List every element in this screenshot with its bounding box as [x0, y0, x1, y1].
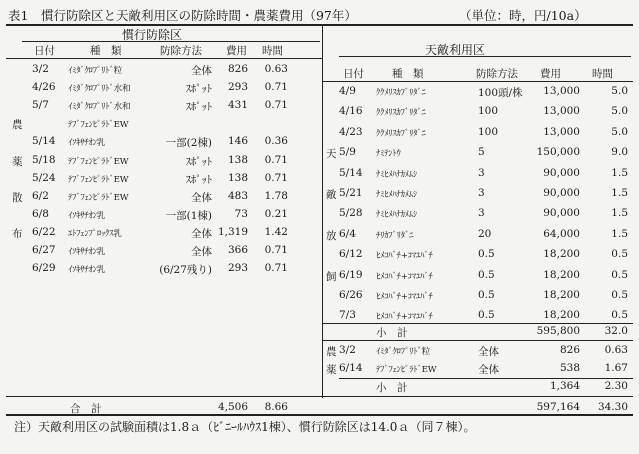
left-row-kind: ｲﾐﾀﾞｸﾛﾌﾟﾘﾄﾞ水和 — [68, 102, 131, 113]
left-row-cost: 73 — [234, 207, 248, 220]
left-row-cost: 293 — [227, 262, 248, 275]
right-pest-method: 全体 — [478, 346, 499, 358]
left-header-kind: 種 類 — [90, 45, 122, 57]
right-row-time: 1.5 — [611, 166, 628, 179]
right-pest-time: 0.63 — [604, 344, 628, 356]
right-row-date: 6/26 — [339, 289, 363, 301]
left-row-kind: ｲｿｷｻﾁｵﾝ乳 — [68, 265, 106, 276]
left-row-kind: ﾃﾌﾞﾌｪﾝﾋﾟﾗﾄﾞEW — [68, 174, 129, 185]
right-row-kind: ﾋﾒｺﾊﾞﾁ+ｺﾏﾕﾊﾞﾁ — [376, 271, 433, 282]
left-total-label: 合 計 — [70, 403, 102, 415]
right-subtotal1-rule — [322, 323, 633, 324]
right-row-cost: 90,000 — [543, 187, 580, 199]
right-row-kind: ｸｸﾒﾘｽｶﾌﾞﾘﾀﾞﾆ — [376, 88, 426, 98]
left-row-date: 3/2 — [32, 63, 49, 75]
left-side-label-char: 布 — [12, 227, 23, 240]
left-row-cost: 366 — [227, 244, 248, 256]
left-row-cost: 293 — [227, 81, 248, 94]
right-row-date: 6/4 — [339, 227, 356, 240]
left-side-label-char: 薬 — [12, 155, 23, 168]
left-row-method: (6/27残り) — [159, 264, 212, 277]
right-pest-time: 1.67 — [604, 361, 628, 374]
right-enemy-label-char: 天 — [326, 148, 337, 161]
right-row-date: 5/21 — [339, 187, 363, 199]
right-row-kind: ﾅﾐﾃﾝﾄｳ — [376, 149, 401, 160]
right-row-date: 6/12 — [339, 248, 363, 261]
left-row-time: 0.71 — [264, 262, 288, 275]
right-enemy-label-char: 放 — [326, 229, 337, 242]
left-heading-rule — [22, 41, 320, 42]
right-row-cost: 13,000 — [543, 85, 580, 97]
right-row-time: 5.0 — [611, 105, 628, 118]
left-row-time: 0.21 — [264, 207, 288, 220]
right-pest-cost: 826 — [559, 344, 580, 356]
right-header-date: 日付 — [343, 68, 364, 80]
right-subtotal2-time: 2.30 — [604, 380, 628, 392]
left-row-cost: 483 — [227, 189, 248, 202]
right-subtotal2-cost: 1,364 — [549, 380, 580, 392]
left-row-time: 0.71 — [264, 99, 288, 112]
left-row-method: 一部(2棟) — [165, 137, 212, 150]
left-row-method: ｽﾎﾟｯﾄ — [185, 101, 212, 114]
right-row-date: 7/3 — [339, 309, 356, 322]
unit-label: （単位：時，円/10a） — [459, 8, 587, 23]
left-row-kind: ｲｿｷｻﾁｵﾝ乳 — [68, 138, 106, 149]
left-row-kind: ｲﾐﾀﾞｸﾛﾌﾟﾘﾄﾞ水和 — [68, 84, 131, 95]
right-row-kind: ﾅﾐﾋﾒﾊﾅｶﾒﾑｼ — [376, 210, 417, 221]
right-row-time: 0.5 — [611, 289, 628, 301]
left-row-kind: ﾃﾌﾞﾌｪﾝﾋﾟﾗﾄﾞEW — [68, 120, 129, 131]
right-row-date: 5/14 — [339, 166, 363, 179]
left-row-method: 全体 — [191, 246, 212, 258]
right-row-method: 3 — [478, 166, 485, 179]
left-row-method: 一部(1棟) — [165, 209, 212, 222]
left-row-date: 5/24 — [32, 171, 56, 184]
right-row-kind: ｸｸﾒﾘｽｶﾌﾞﾘﾀﾞﾆ — [376, 128, 426, 139]
right-subtotal2-rule — [339, 378, 633, 379]
right-row-time: 9.0 — [611, 146, 628, 159]
right-total-rule — [322, 396, 633, 397]
right-row-time: 5.0 — [611, 85, 628, 97]
left-row-cost: 138 — [227, 153, 248, 166]
right-pest-rule — [322, 340, 633, 341]
left-row-method: 全体 — [191, 227, 212, 240]
left-row-cost: 1,319 — [217, 225, 248, 238]
right-header-kind: 種 類 — [392, 68, 424, 80]
left-row-date: 6/8 — [32, 207, 49, 220]
left-row-date: 5/7 — [32, 99, 49, 112]
right-row-cost: 150,000 — [536, 146, 580, 159]
right-subtotal1-label: 小 計 — [376, 327, 408, 339]
right-row-method: 0.5 — [478, 248, 495, 261]
right-row-cost: 18,200 — [543, 289, 580, 301]
left-side-label-char: 散 — [12, 191, 23, 204]
left-total-time: 8.66 — [264, 401, 288, 413]
left-row-time: 0.63 — [264, 63, 288, 75]
left-row-time: 1.78 — [264, 189, 288, 202]
right-row-date: 6/19 — [339, 268, 363, 281]
right-row-method: 3 — [478, 187, 485, 199]
right-row-method: 0.5 — [478, 268, 495, 281]
left-row-kind: ｲｿｷｻﾁｵﾝ乳 — [68, 210, 106, 221]
right-row-kind: ﾋﾒｺﾊﾞﾁ+ｺﾏﾕﾊﾞﾁ — [376, 312, 433, 323]
right-row-kind: ｸｸﾒﾘｽｶﾌﾞﾘﾀﾞﾆ — [376, 108, 426, 119]
right-total-time: 34.30 — [597, 401, 628, 413]
bottom-rule — [6, 414, 633, 416]
left-row-method: 全体 — [191, 191, 212, 204]
right-row-kind: ﾁﾘｶﾌﾞﾘﾀﾞﾆ — [376, 230, 414, 241]
right-row-time: 1.5 — [611, 187, 628, 199]
right-row-cost: 90,000 — [543, 207, 580, 220]
left-row-time: 0.71 — [264, 171, 288, 184]
left-header-method: 防除方法 — [160, 45, 202, 57]
right-row-date: 4/16 — [339, 105, 363, 118]
right-row-cost: 18,200 — [543, 248, 580, 261]
right-row-method: 0.5 — [478, 289, 495, 301]
left-row-kind: ﾃﾌﾞﾌｪﾝﾋﾟﾗﾄﾞEW — [68, 156, 129, 167]
left-row-method: ｽﾎﾟｯﾄ — [185, 155, 212, 168]
right-row-cost: 18,200 — [543, 309, 580, 322]
right-row-cost: 18,200 — [543, 268, 580, 281]
right-pest-cost: 538 — [559, 361, 580, 374]
left-total-cost: 4,506 — [217, 401, 248, 413]
left-header-cost: 費用 — [226, 45, 247, 57]
right-row-method: 100 — [478, 105, 499, 118]
right-subtotal2-label: 小 計 — [376, 382, 408, 394]
right-row-method: 100 — [478, 125, 499, 138]
left-row-kind: ｴﾄﾌｪﾝﾌﾟﾛｯｸｽ乳 — [68, 228, 122, 239]
table-title: 表1 慣行防除区と天敵利用区の防除時間・農薬費用（97年） — [8, 8, 357, 23]
left-row-date: 5/14 — [32, 135, 56, 148]
right-row-date: 4/23 — [339, 125, 363, 138]
right-row-time: 5.0 — [611, 125, 628, 138]
right-subtotal1-time: 32.0 — [604, 325, 628, 337]
right-row-time: 0.5 — [611, 248, 628, 261]
footnote: 注）天敵利用区の試験面積は1.8ａ（ﾋﾞﾆｰﾙﾊｳｽ1棟）、慣行防除区は14.0ａ（同７棟）。 — [14, 420, 476, 434]
right-row-time: 1.5 — [611, 227, 628, 240]
right-pest-side-char: 農 — [326, 346, 337, 358]
left-row-kind: ｲｿｷｻﾁｵﾝ乳 — [68, 247, 106, 257]
right-enemy-label-char: 敵 — [326, 189, 337, 201]
right-row-method: 3 — [478, 207, 485, 220]
left-row-date: 4/26 — [32, 81, 56, 94]
right-row-kind: ﾋﾒｺﾊﾞﾁ+ｺﾏﾕﾊﾞﾁ — [376, 292, 433, 302]
left-row-kind: ﾃﾌﾞﾌｪﾝﾋﾟﾗﾄﾞEW — [68, 192, 129, 203]
right-row-kind: ﾋﾒｺﾊﾞﾁ+ｺﾏﾕﾊﾞﾁ — [376, 251, 433, 262]
right-header-rule — [322, 81, 633, 82]
right-enemy-label-char: 飼 — [326, 270, 337, 283]
right-row-method: 100頭/株 — [478, 87, 523, 99]
right-heading-rule — [339, 56, 631, 57]
right-row-date: 5/28 — [339, 207, 363, 220]
right-row-cost: 90,000 — [543, 166, 580, 179]
left-row-cost: 431 — [227, 99, 248, 112]
right-pest-kind: ｲﾐﾀﾞｸﾛﾌﾟﾘﾄﾞ粒 — [376, 347, 431, 357]
left-row-method: ｽﾎﾟｯﾄ — [185, 173, 212, 186]
right-subtotal1-cost: 595,800 — [536, 325, 580, 337]
left-row-time: 0.71 — [264, 153, 288, 166]
left-row-time: 0.71 — [264, 244, 288, 256]
top-rule — [6, 24, 633, 26]
left-row-cost: 826 — [227, 63, 248, 75]
left-row-date: 5/18 — [32, 153, 56, 166]
right-row-cost: 13,000 — [543, 125, 580, 138]
left-row-date: 6/22 — [32, 225, 56, 238]
right-row-kind: ﾅﾐﾋﾒﾊﾅｶﾒﾑｼ — [376, 169, 417, 180]
right-heading: 天敵利用区 — [425, 43, 486, 57]
left-row-time: 0.36 — [264, 135, 288, 148]
left-row-kind: ｲﾐﾀﾞｸﾛﾌﾟﾘﾄﾞ粒 — [68, 66, 123, 76]
right-row-kind: ﾅﾐﾋﾒﾊﾅｶﾒﾑｼ — [376, 190, 417, 200]
right-total-cost: 597,164 — [536, 401, 580, 413]
right-row-date: 5/9 — [339, 146, 356, 159]
right-header-time: 時間 — [592, 68, 613, 80]
right-header-method: 防除方法 — [476, 68, 518, 80]
right-pest-date: 6/14 — [339, 361, 363, 374]
right-row-method: 20 — [478, 227, 492, 240]
left-row-date: 6/29 — [32, 262, 56, 275]
right-pest-date: 3/2 — [339, 344, 356, 356]
left-row-time: 1.42 — [264, 225, 288, 238]
right-header-cost: 費用 — [540, 68, 561, 80]
left-row-time: 0.71 — [264, 81, 288, 94]
left-header-date: 日付 — [34, 45, 55, 57]
left-row-method: ｽﾎﾟｯﾄ — [185, 83, 212, 96]
right-row-date: 4/9 — [339, 85, 356, 97]
left-row-cost: 146 — [227, 135, 248, 148]
right-pest-kind: ﾃﾌﾞﾌｪﾝﾋﾟﾗﾄﾞEW — [376, 364, 437, 375]
left-heading: 慣行防除区 — [122, 28, 183, 42]
right-row-cost: 13,000 — [543, 105, 580, 118]
right-pest-method: 全体 — [478, 363, 499, 376]
right-row-cost: 64,000 — [543, 227, 580, 240]
left-row-date: 6/2 — [32, 189, 49, 202]
right-row-time: 0.5 — [611, 309, 628, 322]
right-pest-side-char: 薬 — [326, 363, 337, 376]
left-total-rule — [6, 396, 322, 397]
right-row-time: 0.5 — [611, 268, 628, 281]
left-row-cost: 138 — [227, 171, 248, 184]
right-row-method: 5 — [478, 146, 485, 159]
left-header-time: 時間 — [262, 45, 283, 57]
left-header-rule — [6, 58, 322, 59]
right-row-method: 0.5 — [478, 309, 495, 322]
right-row-time: 1.5 — [611, 207, 628, 220]
left-side-label-char: 農 — [12, 119, 23, 132]
left-row-date: 6/27 — [32, 244, 56, 256]
left-row-method: 全体 — [191, 65, 212, 77]
